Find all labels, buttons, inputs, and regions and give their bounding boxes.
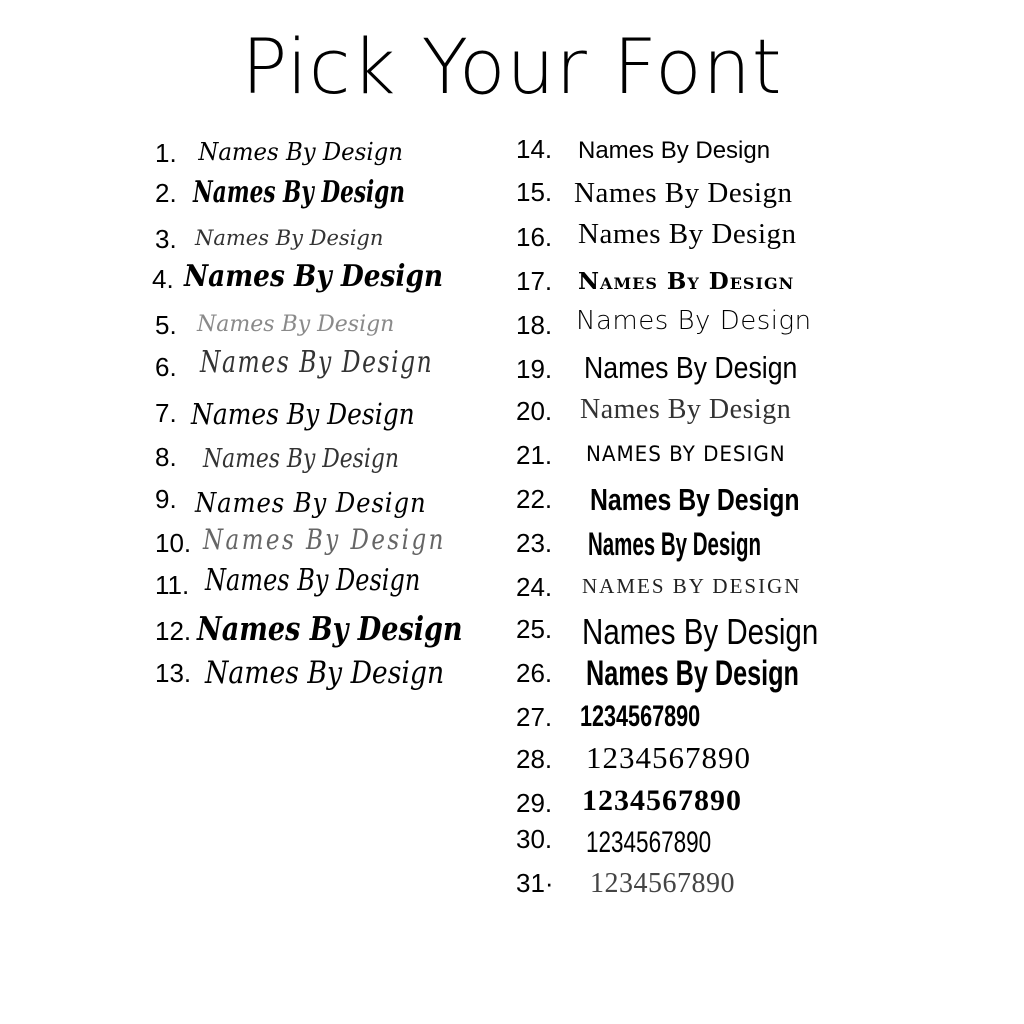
font-number: 28. xyxy=(516,744,553,774)
font-number: 8. xyxy=(155,442,177,472)
font-sample: Names By Design xyxy=(580,394,792,425)
font-sample: Names By Design xyxy=(191,397,415,431)
font-sample: NAMES BY DESIGN xyxy=(582,574,802,598)
font-number: 29. xyxy=(516,788,553,818)
font-sample: Names By Design xyxy=(197,609,463,648)
font-number: 1. xyxy=(155,138,177,168)
font-number: 4. xyxy=(152,264,174,294)
font-number: 16. xyxy=(516,222,553,252)
font-number: 11. xyxy=(155,570,190,600)
font-sample: Names By Design xyxy=(200,345,434,380)
font-sample: Names By Design xyxy=(582,611,819,652)
font-sample: Names By Design xyxy=(203,444,399,474)
font-sample: 1234567890 xyxy=(586,740,751,775)
font-sample: NAMES BY DESIGN xyxy=(586,442,786,466)
font-number: 3. xyxy=(155,224,177,254)
page-title: Pick Your Font xyxy=(241,22,783,111)
font-sample: Names By Design xyxy=(586,654,799,693)
font-sample: Names By Design xyxy=(195,226,384,250)
font-sample: 1234567890 xyxy=(580,700,701,733)
font-sample: Names By Design xyxy=(184,259,444,294)
font-number: 15. xyxy=(516,177,553,207)
font-number: 10. xyxy=(155,528,192,558)
font-sample: 1234567890 xyxy=(586,826,712,859)
font-sample: Names By Design xyxy=(588,526,762,562)
font-sample: Names By Design xyxy=(193,175,405,210)
font-number: 17. xyxy=(516,266,553,296)
font-sample: Names By Design xyxy=(578,268,795,295)
font-number: 6. xyxy=(155,352,177,382)
font-sample: Names By Design xyxy=(197,312,395,337)
font-number: 31· xyxy=(516,868,554,898)
font-sample: Names By Design xyxy=(584,350,798,385)
font-number: 5. xyxy=(155,310,177,340)
font-sample: Names By Design xyxy=(195,488,427,519)
font-sample: Names By Design xyxy=(578,218,797,250)
font-number: 24. xyxy=(516,572,553,602)
font-sample: Names By Design xyxy=(203,523,446,556)
font-number: 13. xyxy=(155,658,192,688)
font-sample: 1234567890 xyxy=(590,868,735,899)
font-sample: Names By Design xyxy=(574,177,793,209)
font-number: 2. xyxy=(155,178,177,208)
font-number: 22. xyxy=(516,484,553,514)
font-number: 25. xyxy=(516,614,553,644)
font-number: 19. xyxy=(516,354,553,384)
font-number: 7. xyxy=(155,398,177,428)
font-sample: Names By Design xyxy=(576,306,812,336)
font-number: 30. xyxy=(516,824,553,854)
font-sample: 1234567890 xyxy=(582,784,742,817)
font-sample: Names By Design xyxy=(198,138,403,166)
font-number: 20. xyxy=(516,396,553,426)
font-number: 9. xyxy=(155,484,177,514)
font-sample: Names By Design xyxy=(205,563,421,598)
font-sample: Names By Design xyxy=(590,482,800,517)
font-sample: Names By Design xyxy=(205,655,445,691)
font-number: 23. xyxy=(516,528,553,558)
font-number: 26. xyxy=(516,658,553,688)
font-number: 21. xyxy=(516,440,553,470)
font-sample: Names By Design xyxy=(578,137,771,164)
font-number: 14. xyxy=(516,134,553,164)
font-number: 27. xyxy=(516,702,553,732)
font-number: 18. xyxy=(516,310,553,340)
font-number: 12. xyxy=(155,616,192,646)
